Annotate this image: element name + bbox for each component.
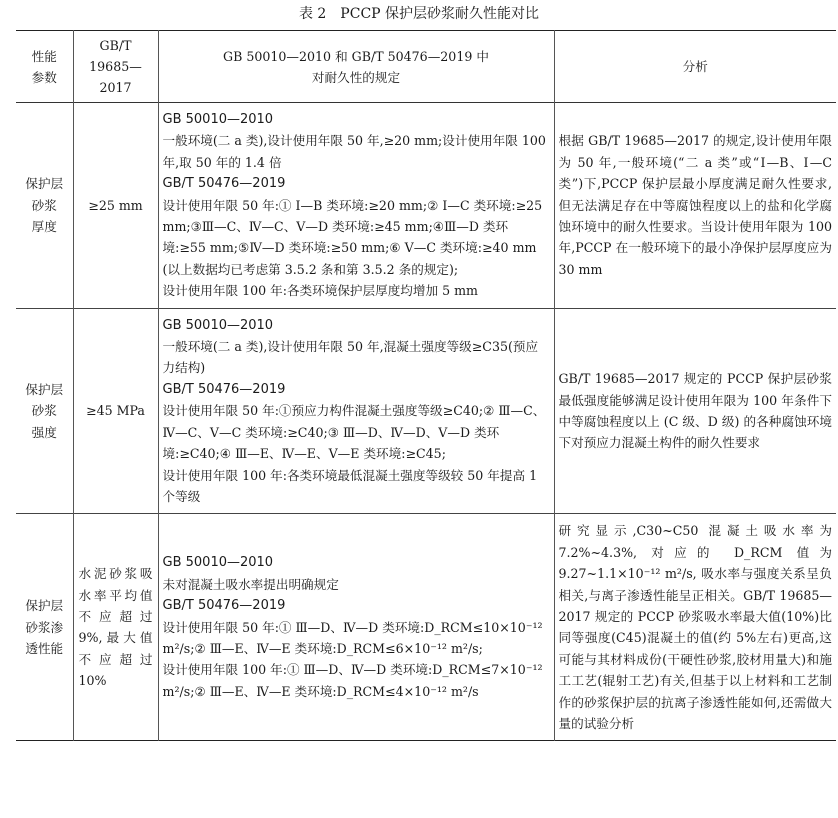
standard-name: GB 50010—2010	[162, 555, 274, 571]
header-gb19685	[73, 31, 158, 103]
param-line: 厚度	[31, 219, 57, 235]
spec-cell	[158, 103, 554, 309]
header-spec-line: 对耐久性的规定	[311, 69, 401, 85]
table-row	[16, 514, 836, 741]
param-cell	[16, 308, 73, 514]
standard-text: 设计使用年限 50 年:① Ⅰ—B 类环境:≥20 mm;② Ⅰ—C 类环境:≥25 mm;③Ⅲ—C、Ⅳ—C、Ⅴ—D 类环境:≥45 mm;④Ⅲ—D 类环境:≥55 mm;⑤Ⅳ—D 类环境:≥50 mm;⑥ Ⅴ—C 类环境:≥40 mm (以上数据均已考虑第 3.5.2 条和第 3.5.2 条的规定);	[162, 197, 543, 277]
param-line: 砂浆渗	[25, 619, 64, 635]
gb19685-value: ≥25 mm	[73, 103, 158, 309]
analysis-cell: GB/T 19685—2017 规定的 PCCP 保护层砂浆最低强度能够满足设计使用年限为 100 年条件下中等腐蚀程度以上 (C 级、D 级) 的各种腐蚀环境下对预应力混凝土构件的耐久性要求	[554, 308, 836, 514]
header-spec-line: GB 50010—2010 和 GB/T 50476—2019 中	[223, 48, 489, 64]
header-gb19685-line: GB/T	[99, 38, 132, 53]
standard-name: GB 50010—2010	[162, 317, 274, 333]
spec-cell	[158, 514, 554, 741]
header-spec	[158, 31, 554, 103]
standard-text: 设计使用年限 100 年:① Ⅲ—D、Ⅳ—D 类环境:D_RCM≤7×10⁻¹² m²/s;② Ⅲ—E、Ⅳ—E 类环境:D_RCM≤4×10⁻¹² m²/s	[162, 662, 543, 699]
param-line: 砂浆	[31, 197, 57, 213]
param-line: 砂浆	[31, 403, 57, 419]
standard-text: 设计使用年限 50 年:① Ⅲ—D、Ⅳ—D 类环境:D_RCM≤10×10⁻¹² m²/s;② Ⅲ—E、Ⅳ—E 类环境:D_RCM≤6×10⁻¹² m²/s;	[162, 619, 543, 657]
gb19685-value: 水泥砂浆吸水率平均值不应超过 9%,最大值不应超过 10%	[73, 514, 158, 741]
table-row	[16, 308, 836, 514]
header-param-line: 参数	[31, 69, 57, 85]
header-gb19685-line: 19685—2017	[89, 59, 142, 95]
param-line: 保护层	[25, 381, 64, 397]
standard-text: 一般环境(二 a 类),设计使用年限 50 年,≥20 mm;设计使用年限 100 年,取 50 年的 1.4 倍	[162, 133, 546, 170]
analysis-cell: 根据 GB/T 19685—2017 的规定,设计使用年限为 50 年,一般环境(“二 a 类”或“Ⅰ—B、Ⅰ—C 类”)下,PCCP 保护层最小厚度满足耐久性要求,但无法满足存在中等腐蚀程度以上的盐和化学腐蚀环境中的耐久性要求。当设计使用年限为 100 年,PCCP 在一般环境下的最小净保护层厚度应为 30 mm	[554, 103, 836, 309]
param-cell	[16, 103, 73, 309]
standard-text: 设计使用年限 100 年:各类环境保护层厚度均增加 5 mm	[162, 283, 478, 299]
header-param-line: 性能	[31, 48, 57, 64]
standard-text: 一般环境(二 a 类),设计使用年限 50 年,混凝土强度等级≥C35(预应力结构)	[162, 339, 539, 376]
table-caption: 表 2 PCCP 保护层砂浆耐久性能对比	[298, 6, 540, 22]
standard-name: GB 50010—2010	[162, 112, 274, 127]
standard-text: 未对混凝土吸水率提出明确规定	[162, 576, 339, 592]
analysis-cell: 研究显示,C30~C50 混凝土吸水率为 7.2%~4.3%, 对应的 D_RCM 值为 9.27~1.1×10⁻¹² m²/s, 吸水率与强度关系呈负相关,与离子渗透性能呈正相关。GB/T 19685—2017 规定的 PCCP 砂浆吸水率最大值(10%)比同等强度(C45)混凝土的值(约 5%左右)更高,这可能与其材料成份(干硬性砂浆,胶材用量大)和施工工艺(辊射工艺)有关,但基于以上材料和工艺制作的砂浆保护层的抗离子渗透性能如何,还需做大量的试验分析	[554, 514, 836, 741]
gb19685-value: ≥45 MPa	[73, 308, 158, 514]
param-cell	[16, 514, 73, 741]
standard-text: 设计使用年限 100 年:各类环境最低混凝土强度等级较 50 年提高 1 个等级	[162, 467, 538, 504]
standard-name: GB/T 50476—2019	[162, 381, 286, 397]
header-row	[16, 31, 836, 103]
param-line: 透性能	[25, 641, 64, 657]
table-row	[16, 103, 836, 309]
standard-text: 设计使用年限 50 年:①预应力构件混凝土强度等级≥C40;② Ⅲ—C、Ⅳ—C、Ⅴ—C 类环境:≥C40;③ Ⅲ—D、Ⅳ—D、Ⅴ—D 类环境:≥C40;④ Ⅲ—E、Ⅳ—E、Ⅴ—E 类环境:≥C45;	[162, 403, 546, 462]
durability-comparison-table	[16, 30, 836, 741]
param-line: 保护层	[25, 598, 64, 614]
header-param	[16, 31, 73, 103]
header-analysis: 分析	[554, 31, 836, 103]
standard-name: GB/T 50476—2019	[162, 598, 286, 614]
param-line: 强度	[31, 424, 57, 440]
param-line: 保护层	[25, 176, 64, 192]
standard-name: GB/T 50476—2019	[162, 176, 286, 192]
spec-cell	[158, 308, 554, 514]
